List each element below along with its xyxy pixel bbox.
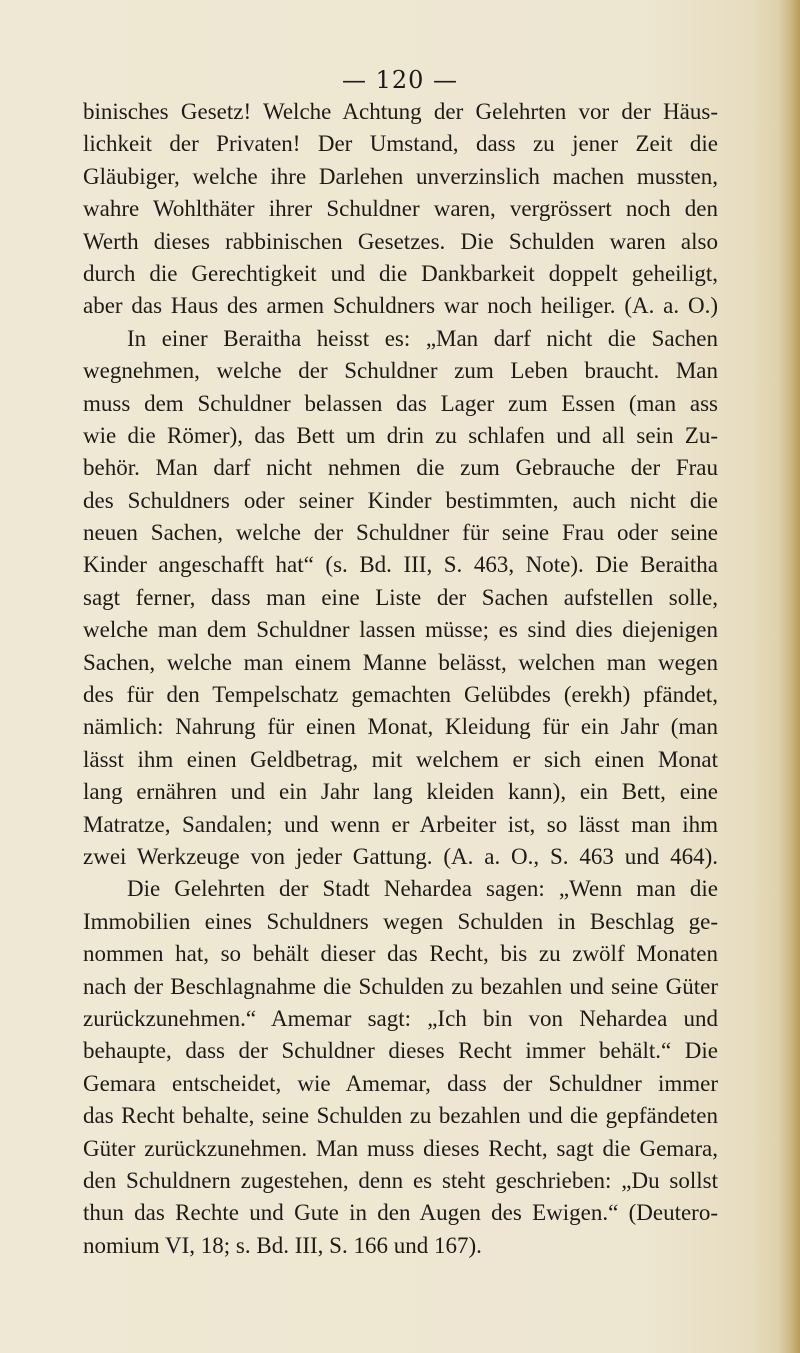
- text-line: nämlich: Nahrung für einen Monat, Kleidung für ein Jahr (man: [83, 714, 718, 740]
- text-line: lässt ihm einen Geldbetrag, mit welchem er sich einen Monat: [83, 746, 718, 772]
- text-line: sagt ferner, dass man eine Liste der Sachen aufstellen solle,: [83, 584, 718, 610]
- text-line: nach der Beschlagnahme die Schulden zu bezahlen und seine Güter: [83, 973, 718, 999]
- text-line: behör. Man darf nicht nehmen die zum Gebrauche der Frau: [83, 455, 718, 481]
- text-line: des Schuldners oder seiner Kinder bestimmten, auch nicht die: [83, 487, 718, 513]
- text-line: In einer Beraitha heisst es: „Man darf nicht die Sachen: [127, 325, 718, 351]
- text-line: Die Gelehrten der Stadt Nehardea sagen: „Wenn man die: [127, 876, 718, 902]
- text-line: wegnehmen, welche der Schuldner zum Leben braucht. Man: [83, 358, 718, 384]
- text-line: lang ernähren und ein Jahr lang kleiden kann), ein Bett, eine: [83, 779, 718, 805]
- text-line: nomium VI, 18; s. Bd. III, S. 166 und 167).: [83, 1232, 482, 1258]
- body-text: [83, 96, 718, 1262]
- text-line: Sachen, welche man einem Manne belässt, welchen man wegen: [83, 649, 718, 675]
- text-line: den Schuldnern zugestehen, denn es steht geschrieben: „Du sollst: [83, 1167, 718, 1193]
- text-line: Gläubiger, welche ihre Darlehen unverzinslich machen mussten,: [83, 163, 718, 189]
- text-line: nommen hat, so behält dieser das Recht, bis zu zwölf Monaten: [83, 941, 718, 967]
- text-line: Gemara entscheidet, wie Amemar, dass der Schuldner immer: [83, 1070, 718, 1096]
- text-line: Matratze, Sandalen; und wenn er Arbeiter ist, so lässt man ihm: [83, 811, 718, 837]
- text-line: welche man dem Schuldner lassen müsse; es sind dies diejenigen: [83, 617, 718, 643]
- text-line: des für den Tempelschatz gemachten Gelübdes (erekh) pfändet,: [83, 682, 718, 708]
- text-line: das Recht behalte, seine Schulden zu bezahlen und die gepfändeten: [83, 1103, 718, 1129]
- text-line: zurückzunehmen.“ Amemar sagt: „Ich bin von Nehardea und: [83, 1005, 718, 1031]
- text-line: neuen Sachen, welche der Schuldner für seine Frau oder seine: [83, 520, 718, 546]
- text-line: zwei Werkzeuge von jeder Gattung. (A. a. O., S. 463 und 464).: [83, 843, 718, 869]
- text-line: muss dem Schuldner belassen das Lager zum Essen (man ass: [83, 390, 718, 416]
- text-line: durch die Gerechtigkeit und die Dankbarkeit doppelt geheiligt,: [83, 260, 718, 286]
- text-line: thun das Rechte und Gute in den Augen des Ewigen.“ (Deutero-: [83, 1200, 718, 1226]
- text-line: Immobilien eines Schuldners wegen Schulden in Beschlag ge-: [83, 908, 718, 934]
- text-line: Güter zurückzunehmen. Man muss dieses Recht, sagt die Gemara,: [83, 1135, 718, 1161]
- text-line: aber das Haus des armen Schuldners war noch heiliger. (A. a. O.): [83, 293, 718, 319]
- text-line: wahre Wohlthäter ihrer Schuldner waren, vergrössert noch den: [83, 196, 718, 222]
- text-line: behaupte, dass der Schuldner dieses Recht immer behält.“ Die: [83, 1038, 718, 1064]
- text-line: lichkeit der Privaten! Der Umstand, dass zu jener Zeit die: [83, 131, 718, 157]
- page-edge-shadow: [778, 0, 800, 1353]
- text-line: binisches Gesetz! Welche Achtung der Gelehrten vor der Häus-: [83, 99, 718, 124]
- text-line: Kinder angeschafft hat“ (s. Bd. III, S. 463, Note). Die Beraitha: [83, 552, 718, 578]
- text-line: wie die Römer), das Bett um drin zu schlafen und all sein Zu-: [83, 422, 718, 448]
- page-number: — 120 —: [341, 66, 459, 94]
- text-line: Werth dieses rabbinischen Gesetzes. Die Schulden waren also: [83, 228, 718, 254]
